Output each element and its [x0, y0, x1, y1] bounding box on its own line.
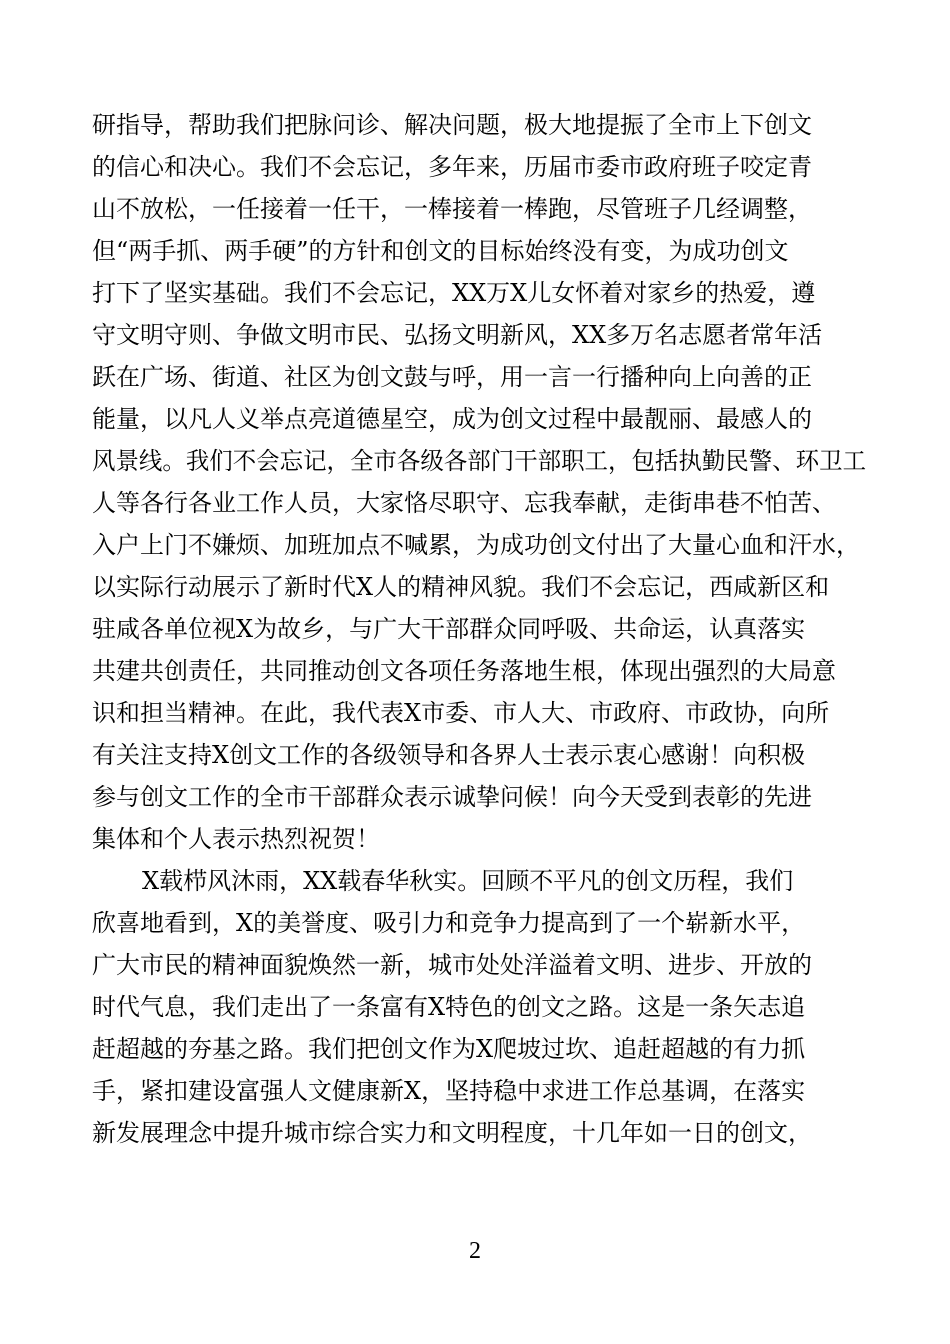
text-line: 有关注支持X创文工作的各级领导和各界人士表示衷心感谢！向积极 [92, 741, 806, 769]
text-line: 参与创文工作的全市干部群众表示诚挚问候！向今天受到表彰的先进 [92, 783, 812, 811]
text-line: 集体和个人表示热烈祝贺！ [92, 825, 380, 853]
text-line: 研指导，帮助我们把脉问诊、解决问题，极大地提振了全市上下创文 [92, 111, 812, 139]
text-line: 人等各行各业工作人员，大家恪尽职守、忘我奉献，走街串巷不怕苦、 [92, 489, 836, 517]
text-line: 能量，以凡人义举点亮道德星空，成为创文过程中最靓丽、最感人的 [92, 405, 812, 433]
text-line: 识和担当精神。在此，我代表X市委、市人大、市政府、市政协，向所 [92, 699, 830, 727]
paragraph-first-line: X载栉风沐雨，XX载春华秋实。回顾不平凡的创文历程，我们 [142, 867, 794, 895]
text-line: 风景线。我们不会忘记，全市各级各部门干部职工，包括执勤民警、环卫工 [92, 447, 867, 475]
text-line: 新发展理念中提升城市综合实力和文明程度，十几年如一日的创文， [92, 1119, 812, 1147]
text-line: 赶超越的夯基之路。我们把创文作为X爬坡过坎、追赶超越的有力抓 [92, 1035, 806, 1063]
text-line: 山不放松，一任接着一任干，一棒接着一棒跑，尽管班子几经调整， [92, 195, 812, 223]
text-line: 时代气息，我们走出了一条富有X特色的创文之路。这是一条矢志追 [92, 993, 806, 1021]
text-line: 共建共创责任，共同推动创文各项任务落地生根，体现出强烈的大局意 [92, 657, 836, 685]
text-line: 的信心和决心。我们不会忘记，多年来，历届市委市政府班子咬定青 [92, 153, 812, 181]
text-line: 广大市民的精神面貌焕然一新，城市处处洋溢着文明、进步、开放的 [92, 951, 812, 979]
text-line: 打下了坚实基础。我们不会忘记，XX万X儿女怀着对家乡的热爱，遵 [92, 279, 816, 307]
text-line: 欣喜地看到，X的美誉度、吸引力和竞争力提高到了一个崭新水平， [92, 909, 806, 937]
text-line: 以实际行动展示了新时代X人的精神风貌。我们不会忘记，西咸新区和 [92, 573, 830, 601]
text-line: 驻咸各单位视X为故乡，与广大干部群众同呼吸、共命运，认真落实 [92, 615, 806, 643]
text-line: 跃在广场、街道、社区为创文鼓与呼，用一言一行播种向上向善的正 [92, 363, 812, 391]
page-number: 2 [469, 1238, 481, 1264]
text-line: 但“两手抓、两手硬”的方针和创文的目标始终没有变，为成功创文 [92, 237, 789, 265]
text-line: 手，紧扣建设富强人文健康新X，坚持稳中求进工作总基调，在落实 [92, 1077, 806, 1105]
text-line: 守文明守则、争做文明市民、弘扬文明新风，XX多万名志愿者常年活 [92, 321, 823, 349]
text-line: 入户上门不嫌烦、加班加点不喊累，为成功创文付出了大量心血和汗水， [92, 531, 860, 559]
